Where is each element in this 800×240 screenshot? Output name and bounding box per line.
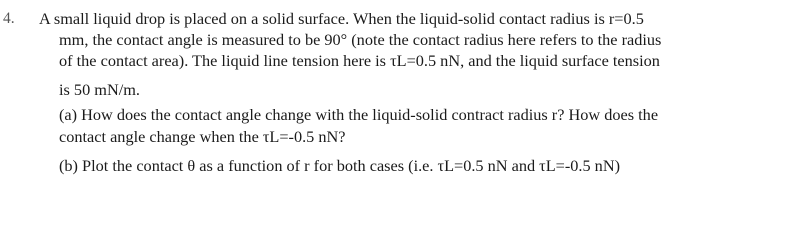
problem-text-line-3: of the contact area). The liquid line tension here is τL=0.5 nN, and the liquid surface tension xyxy=(59,51,660,70)
part-a-line-2: contact angle change when the τL=-0.5 nN? xyxy=(59,127,346,146)
part-a-line-1: (a) How does the contact angle change with the liquid-solid contract radius r? How does the xyxy=(59,105,659,124)
problem-text-line-4: is 50 mN/m. xyxy=(59,80,140,99)
part-b: (b) Plot the contact θ as a function of r for both cases (i.e. τL=0.5 nN and τL=-0.5 nN) xyxy=(59,156,621,175)
problem-number: 4. xyxy=(3,10,15,27)
problem-text-line-1: A small liquid drop is placed on a solid surface. When the liquid-solid contact radius is r=0.5 xyxy=(39,9,644,28)
problem-text-line-2: mm, the contact angle is measured to be 90° (note the contact radius here refers to the radius xyxy=(59,30,662,49)
